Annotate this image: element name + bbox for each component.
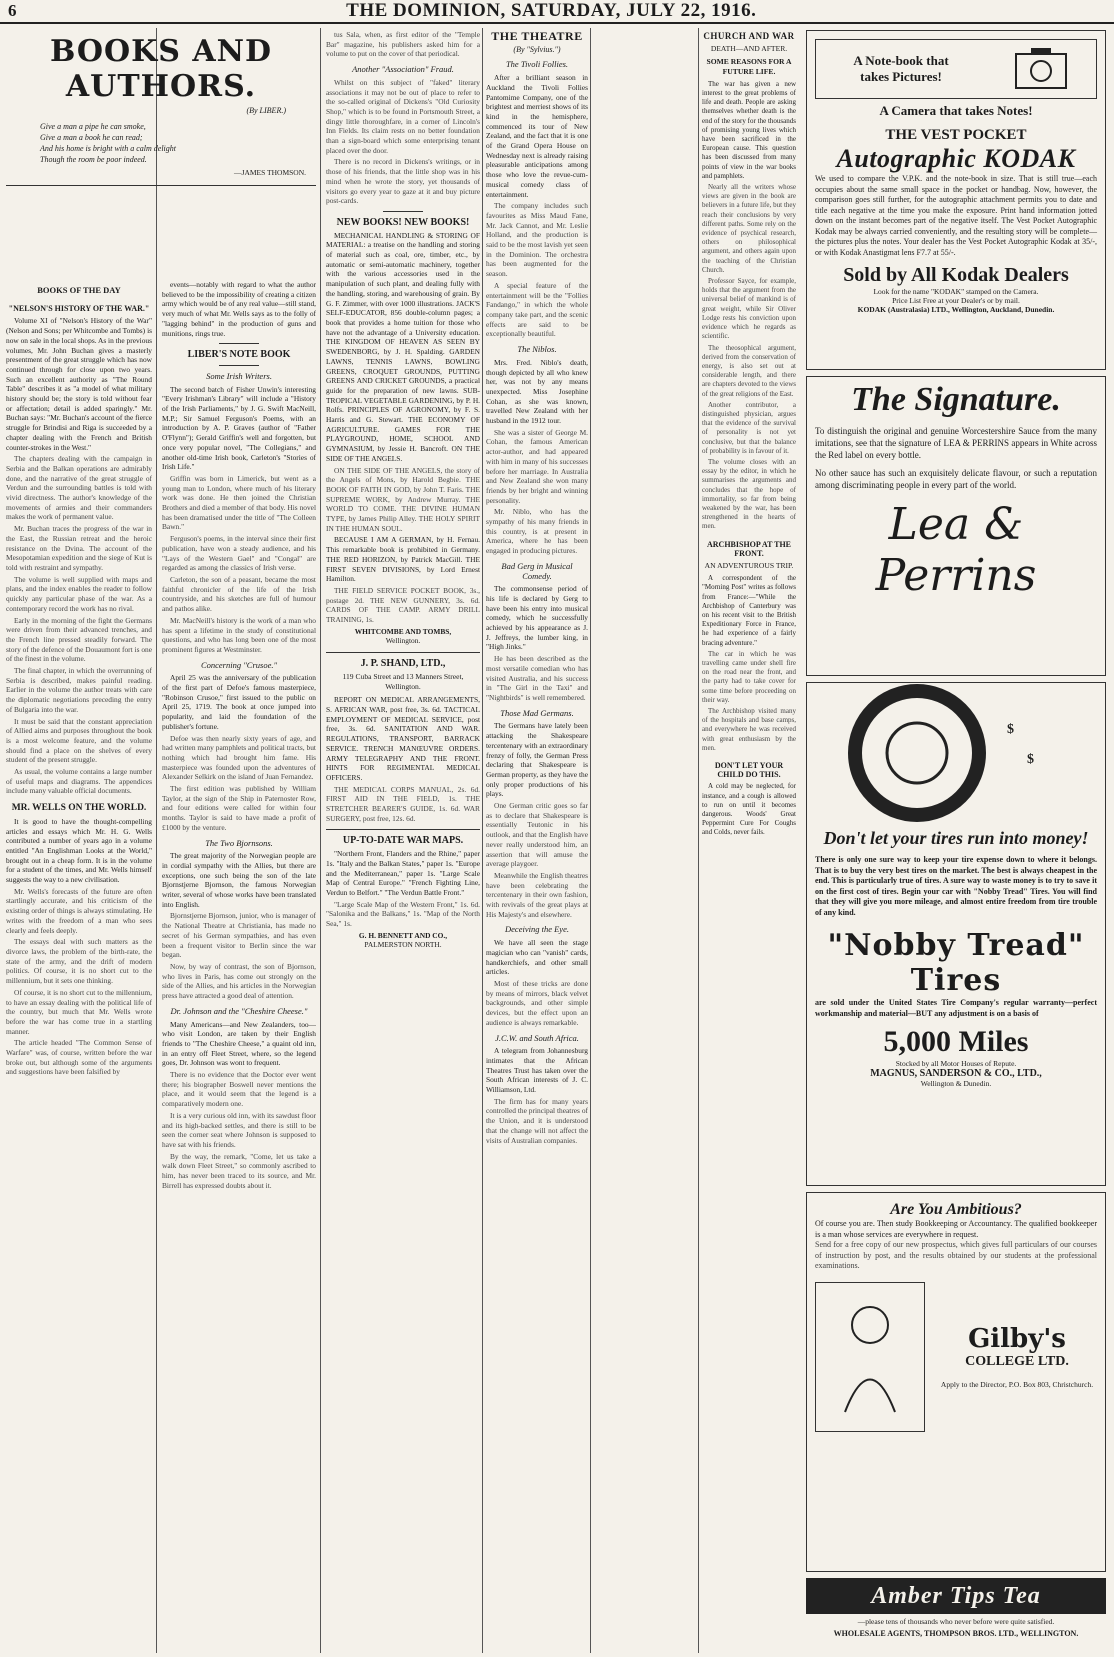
kodak-headline-2: A Camera that takes Notes! [879,103,1033,118]
tire-illustration [807,683,1105,823]
kodak-text: We used to compare the V.P.K. and the note-book in size. That is still true—each occupies about the same small space in the pocket or handbag. Now, however, the comparison goes still further, for the autographic attachment permits you to date and title each negative at the time you make the exposure. Print hand information jotted down on the instant becomes part of the negative itself. The Vest Pocket Autographic Kodak may be always carried conveniently, and the resulting story will be complete—the pictures plus the notes. Your dealer has the Vest Pocket Autographic Kodak at 35/-, or with Kodak Anastigmat lens F7.7 at 55/-. [815,174,1097,257]
signature-title: The Signature. [851,381,1061,418]
archbishop-text: A correspondent of the "Morning Post" writes as follows from France:—"While the Archbishop of Canterbury was on his recent visit to the British Expeditionary Force in France, he had experience of a fairly bracing adventure." [702,574,796,647]
kodak-headline-1: A Note-book that takes Pictures! [853,53,949,84]
lea-perrins-advert [806,376,1106,676]
shand-head: J. P. SHAND, LTD., [360,658,446,670]
gag-head: Bad Gerg in Musical Comedy. [501,560,573,581]
germans-head: Those Mad Germans. [500,707,574,718]
shand-address: 119 Cuba Street and 13 Manners Street, Wellington. [342,671,464,691]
crusoe-text: April 25 was the anniversary of the publication of the first part of Defoe's famous masterpiece, "Robinson Crusoe," first issued to the public on April 25, 1719. The book at once jumped into popularity, and laid the foundation of the publisher's fortune. [162,673,316,731]
johnson-text: Many Americans—and New Zealanders, too—who visit London, are taken by their English friends to "The Cheshire Cheese," a quaint old inn, in an entry off Fleet Street, where, so the legend goes, Dr. Johnson was wont to frequent. [162,1019,316,1068]
masthead [0,0,1114,24]
niblos-head: The Niblos. [517,344,557,355]
kodak-look: Look for the name "KODAK" stamped on the Camera. [873,287,1039,296]
nelson-history-head: "NELSON'S HISTORY OF THE WAR." [8,303,150,313]
wells-continued-text: events—notably with regard to what the author believed to be the impossibility of creating a citizen army which would be of any real value—still stand, very much of what Mr. Wells says as to the folly of "lagging behind" in the production of guns and munitions, rings true. [162,280,316,338]
gilbys-head: Are You Ambitious? [890,1201,1022,1218]
lea-perrins-text: To distinguish the original and genuine Worcestershire Sauce from the many imitations, see that the signature of LEA & PERRINS appears in White across the Red label on every bottle. [815,426,1097,460]
column-church-war: CHURCH AND WAR DEATH—AND AFTER. SOME REASONS FOR A FUTURE LIFE. The war has given a new interest to the great problems of life and death. People are asking themselves whether death is the end of the story for the thousands of promising young lives which have been sacrificed in the European cause. This question has been discussed from many points of view in the war books and pamphlets. Nearly all the writers whose views are given in the book are believers in a future life, but they reach their conclusions by very different paths. Some rely on the evidence of psychical research, others on philosophical argument, and others again upon the teaching of the Christian Church. Professor Sayce, for example, holds that the argument from the universal belief of mankind is of great weight, while Sir Oliver Lodge rests his conviction upon evidence which he regards as scientific. The theosophical argument, derived from the conservation of energy, is also set out at considerable length, and there are chapters devoted to the views of the great religions of the East. Another contributor, a distinguished physician, argues that the evidence of the survival of personality is not yet conclusive, but that the balance of probability is in favour of it. The volume closes with an essay by the editor, in which he summarises the arguments and concludes that the hope of immortality, so far from being weakened by the war, has been strengthened in the hearts of men. ARCHBISHOP AT THE FRONT. AN ADVENTUROUS TRIP. A correspondent of the "Morning Post" writes as follows from France:—"While the Archbishop of Canterbury was on his recent visit to the British Expeditionary Force in France, he had experience of a fairly bracing adventure." The car in which he was travelling came under shell fire on the road near the front, and the party had to take cover for some time before proceeding on their way. The Archbishop visited many of the hospitals and base camps, and everywhere he was received with great enthusiasm by the men. DON'T LET YOUR CHILD DO THIS. A cold may be neglected, for instance, and a cough is allowed to run on until it becomes dangerous. Woods' Great Peppermint Cure For Coughs and Colds, never fails. [702,31,796,837]
archbishop-sub: AN ADVENTUROUS TRIP. [704,560,794,570]
gilbys-apply: Apply to the Director, P.O. Box 803, Christchurch. [940,1380,1094,1389]
nobby-text-2: are sold under the United States Tire Company's regular warranty—perfect workmanship and material—BUT any adjustment is on a basis of [815,998,1097,1018]
wells-head: MR. WELLS ON THE WORLD. [11,803,147,814]
new-books-head: NEW BOOKS! NEW BOOKS! [336,216,470,228]
church-war-head: CHURCH AND WAR [703,31,795,41]
column-new-books: tus Sala, when, as first editor of the "Temple Bar" magazine, his publishers asked him for a volume to put on the cover of that periodical. Another "Association" Fraud. Whilst on this subject of "faked" literary associations it may not be out of place to refer to the so-called original of Dickens's "Old Curiosity Shop," which is to be found in Portsmouth Street, a dingy little thoroughfare, in a corner of Lincoln's Inn Fields. Its claim rests on no better foundation than a sign-board which some enterprising tenant placed over the door. There is no record in Dickens's writings, or in those of his friends, that the little shop was in his mind when he wrote the story, yet thousands of visitors go every year to gaze at it and buy picture post-cards. NEW BOOKS! NEW BOOKS! MECHANICAL HANDLING & STORING OF MATERIAL: a treatise on the handling and storing of material such as coal, ore, timber, etc., by automatic or semi-automatic machinery, together with the various accessories used in the manipulation of such plant, and dealing fully with the handling, storing, and warehousing of grain. By G. F. Zimmer, with over 1000 illustrations. JACK'S SELF-EDUCATOR, 856 double-column pages; a book that provides a home tuition for those who have not the advantage of a University education. THE KINGDOM OF HEAVEN AS SEEN BY SWEDENBORG, by J. H. Spalding. GARDEN LAWNS, TENNIS LAWNS, BOWLING GREENS, CROQUET GROUNDS, PUTTING GREENS AND CRICKET GROUNDS, a practical guide for the preparation of new lawns. SUB-TROPICAL VEGETABLE GARDENING, by P. H. Rolfs. PRINCIPLES OF AGRONOMY, by F. S. Harris and G. Stewart. THE ECONOMY OF AGRICULTURE. GAMES FOR THE PLAYGROUND, HOME, SCHOOL AND GYMNASIUM, by Jessie H. Bancroft. ON THE SIDE OF THE ANGELS. ON THE SIDE OF THE ANGELS, the story of the Angels of Mons, by Harold Begbie. THE BOOK OF FAITH IN GOD, by John T. Faris. THE SUPREME WORK, by Andrew Murray. THE WORLD TO COME. THE DIVINE HUMAN TYPE, by James Philip Alley. THE HOLY SPIRIT IN THE HUMAN SOUL. BECAUSE I AM A GERMAN, by H. Fernau. This remarkable book is prohibited in Germany. THE RED HORIZON, by Patrick MacGill. THE FIRST SEVEN DIVISIONS, by Lord Ernest Hamilton. THE FIELD SERVICE POCKET BOOK, 3s., postage 2d. THE NEW GUNNERY, 3s. 6d. CARDS OF THE CAMP. ARMY DRILL TRAINING, 1s. WHITCOMBE AND TOMBS, Wellington. J. P. SHAND, LTD., 119 Cuba Street and 13 Manners Street, Wellington. REPORT ON MEDICAL ARRANGEMENTS, S. AFRICAN WAR, post free, 3s. 6d. TACTICAL EMPLOYMENT OF MEDICAL SERVICE, post free, 3s. 6d. SANITATION AND WAR. REGULATIONS, TRANSPORT, BARRACK SERVICE. TRENCH MANŒUVRE ORDERS. ARMY TELEGRAPHY AND THE FRONT. HINTS FOR REGIMENTAL MEDICAL OFFICERS. THE MEDICAL CORPS MANUAL, 2s. 6d. FIRST AID IN THE FIELD, 1s. THE STRETCHER BEARER'S GUIDE, 1s. 6d. WAR SURGERY, post free, 12s. 6d. UP-TO-DATE WAR MAPS. "Northern Front, Flanders and the Rhine," paper 1s. "Italy and the Balkan States," paper 1s. "Europe and the Mediterranean," paper 1s. "Large Scale Map of Central Europe." "French Fighting Line, Verdun to Belfort." "The Verdun Battle Front." "Large Scale Map of the Western Front," 1s. 6d. "Salonika and the Balkans," 1s. "Map of the North Sea," 1s. G. H. BENNETT AND CO., PALMERSTON NORTH. [326,30,480,950]
svg-text:$: $ [1007,722,1014,737]
kodak-vest-pocket: THE VEST POCKET [885,127,1027,143]
deceiving-head: Deceiving the Eye. [505,924,569,935]
books-title: BOOKS AND AUTHORS. [49,34,273,104]
war-maps-head: UP-TO-DATE WAR MAPS. [342,835,464,847]
column-theatre: THE THEATRE (By "Sylvius.") The Tivoli Follies. After a brilliant season in Auckland the Tivoli Follies Pantomime Company, one of the brightest and merriest shows of its kind in the hemisphere, commenced its tour of New Zealand, and the fact that it is one of the Grand Opera House on Wednesday next is already raising pleasurable anticipations among those who love the revue-cum-musical comedy class of entertainment. The company includes such favourites as Miss Maud Fane, Mr. Jack Cannot, and Mr. Leslie Holland, and the production is said to be the most lavish yet seen in the Dominion. The orchestra has been augmented for the season. A special feature of the entertainment will be the "Follies Fandango," in which the whole company take part, and the scenic effects are said to be exceptionally beautiful. The Niblos. Mrs. Fred. Niblo's death, though depicted by all who knew her, was not by any means unexpected. Miss Josephine Cohan, as she was known, travelled New Zealand with her husband in the 1912 tour. She was a sister of George M. Cohan, the famous American actor-author, and had appeared with him in many of his successes before her marriage. In Australia and New Zealand she won many friends by her bright and winning personality. Mr. Niblo, who has the sympathy of his many friends in this country, is at present in America, where he has been engaged in producing pictures. Bad Gerg in Musical Comedy. The commonsense period of his life is declared by Gerg to have been his entry into musical comedy, which he successfully achieved by his appearance as J. J. Jeffreys, the lumber king, in "High Jinks." He has been described as the most versatile comedian who has visited Australia, and his success in "The Girl in the Taxi" and "Nightbirds" is well remembered. Those Mad Germans. The Germans have lately been attacking the Shakespeare tercentenary with an extraordinary frenzy of folly, the German Press declaring that Shakespeare is German property, as they have the only proper productions of his plays. One German critic goes so far as to declare that Shakespeare is essentially Teutonic in his outlook, and that the English have never really understood him, an assertion that will amuse the average playgoer. Meanwhile the English theatres have been celebrating the tercentenary in their own fashion, with revivals of the great plays at His Majesty's and elsewhere. Deceiving the Eye. We have all seen the stage magician who can "vanish" cards, handkerchiefs, and other small articles. Most of these tricks are done by means of mirrors, black velvet backgrounds, and other simple devices, but the effect upon an audience is always remarkable. J.C.W. and South Africa. A telegram from Johannesburg intimates that the African Theatres Trust has taken over the South African interests of J. C. Williamson, Ltd. The firm has for many years controlled the principal theatres of the Union, and it is understood that the change will not affect the visits of Australian companies. [486,30,588,1145]
poem-attribution: —JAMES THOMSON. [234,168,306,177]
portrait-icon [840,1297,900,1417]
cold-text: A cold may be neglected, for instance, and a cough is allowed to run on until it becomes dangerous. Woods' Great Peppermint Cure For Coughs and Colds, never fails. [702,782,796,837]
bjornsons-text: The great majority of the Norwegian people are in cordial sympathy with the Allies, but there are exceptions, one such being the son of the late Bjornstjerne Bjornson, the famous Norwegian writer, several of whose works have been translated into English. [162,851,316,909]
church-war-sub: DEATH—AND AFTER. [710,44,788,54]
bennett-name: G. H. BENNETT AND CO., [358,930,448,940]
newspaper-title: THE DOMINION, SATURDAY, JULY 22, 1916. [346,0,757,21]
nobby-text: There is only one sure way to keep your tire expense down to where it belongs. That is to buy the very best tires on the market. The best is always cheapest in the end. This is particularly true of tires. A sure way to waste money is to try to save it on the first cost of tires. Begin your car with "Nobby Tread" Tires. You will find that they will give you more mileage, and almost entire freedom from tire trouble of any kind. [815,855,1097,917]
tivoli-text: After a brilliant season in Auckland the Tivoli Follies Pantomime Company, one of the brightest and merriest shows of its kind in the hemisphere, commenced its tour of New Zealand, and the fact that it is one of the Grand Opera House on Wednesday next is already raising pleasurable anticipations among those who love the revue-cum-musical comedy class of entertainment. [486,73,588,199]
nobby-miles: 5,000 Miles [883,1025,1029,1058]
irish-writers-head: Some Irish Writers. [206,370,272,381]
theatre-head: THE THEATRE [491,30,583,43]
kodak-advert [806,30,1106,370]
column-books-of-the-day: BOOKS OF THE DAY "NELSON'S HISTORY OF THE WAR." Volume XI of "Nelson's History of the War" (Nelson and Sons; per Whitcombe and Tombs) is now on sale in the local shops. As in the previous volumes, Mr. John Buchan gives a masterly presentment of the great struggle which has now continued through for close upon two years. Such an excellent authority as "The Round Table" describes it as "a model of what military history should be; the story is told without fear or affectation; detail is added sparingly." Mr. Buchan says: "Mr. Buchan's account of the fierce struggle for Brindisi and Riga is succeeded by a chapter dealing with the French and British counter-strokes in the West." The chapters dealing with the campaign in Serbia and the Balkan operations are admirably done, and the narrative of the great struggle of Verdun and the surrounding battles is told with vivid directness. The author's knowledge of the movements of armies and their commanders makes the work of permanent value. Mr. Buchan traces the progress of the war in the East, the Russian retreat and the heroic resistance on the Dvina. The account of the Mesopotamian expedition and the siege of Kut is told with restraint and sympathy. The volume is well supplied with maps and plans, and the index enables the reader to follow quickly any particular phase of the war. As a contemporary record the work has no rival. Early in the morning of the fight the Germans were driven from their advanced trenches, and the French line pressed steadily forward. The story of the defence of the Douaumont fort is one of the finest in the volume. The final chapter, in which the overrunning of Serbia is described, makes painful reading. Earlier in the volume the author treats with care the diplomatic negotiations preceding the entry of Bulgaria into the war. It must be said that the constant appreciation of Allied aims and purposes throughout the book is a most welcome feature, and the volume should find a place on the shelves of every student of the present struggle. As usual, the volume contains a large number of useful maps and diagrams. The appendices include many valuable official documents. MR. WELLS ON THE WORLD. It is good to have the thought-compelling articles and essays which Mr. H. G. Wells contributed a number of years ago in a volume entitled "An Englishman Looks at the World," brought out in a cheap form. It is in the volume for a student of the times, and Mr. Wells himself suggests the way to a new civilisation. Mr. Wells's forecasts of the future are often startlingly accurate, and his criticism of the existing order of things is always stimulating. He writes with the freedom of a man who sees clearly and feels deeply. The essays deal with such matters as the divorce laws, the problem of the birth-rate, the state of the army, and the drift of modern politics. Of course, it is no short cut to the millennium, but it sets one thinking. Of course, it is no short cut to the millennium, to have an essay dealing with the political life of the country, but much that Mr. Wells wrote before the war has come true in a startling manner. The article headed "The Common Sense of Warfare" was, of course, written before the war broke out, but although some of the arguments and suggestions have been falsified by [6,285,152,1077]
johnson-head: Dr. Johnson and the "Cheshire Cheese." [170,1005,308,1016]
wells-text: It is good to have the thought-compelling articles and essays which Mr. H. G. Wells contributed a number of years ago in a volume entitled "An Englishman Looks at the World," brought out in a cheap form. It is in the volume for a student of the times, and Mr. Wells himself suggests the way to a new civilisation. [6,816,152,885]
kodak-company: KODAK (Australasia) LTD., Wellington, Auckland, Dunedin. [857,305,1055,314]
new-books-text: MECHANICAL HANDLING & STORING OF MATERIAL: a treatise on the handling and storing of material such as coal, ore, timber, etc., by automatic or semi-automatic machinery, together with the various accessories used in the manipulation of such plant, and dealing fully with the handling, storing, and warehousing of grain. By G. F. Zimmer, with over 1000 illustrations. JACK'S SELF-EDUCATOR, 856 double-column pages; a book that provides a home tuition for those who have not the advantage of a University education. THE KINGDOM OF HEAVEN AS SEEN BY SWEDENBORG, by J. H. Spalding. GARDEN LAWNS, TENNIS LAWNS, BOWLING GREENS, CROQUET GROUNDS, PUTTING GREENS AND CRICKET GROUNDS, a practical guide for the preparation of new lawns. SUB-TROPICAL VEGETABLE GARDENING, by P. H. Rolfs. PRINCIPLES OF AGRONOMY, by F. S. Harris and G. Stewart. THE ECONOMY OF AGRICULTURE. GAMES FOR THE PLAYGROUND, HOME, SCHOOL AND GYMNASIUM, by Jessie H. Bancroft. ON THE SIDE OF THE ANGELS. [326,230,480,463]
jcw-head: J.C.W. and South Africa. [495,1032,579,1043]
liber-note-book-head: LIBER'S NOTE BOOK [187,349,291,361]
books-byline: (By LIBER.) [246,106,286,115]
theatre-byline: (By "Sylvius.") [513,44,561,54]
gilbys-sub: COLLEGE LTD. [965,1354,1069,1369]
archbishop-head: ARCHBISHOP AT THE FRONT. [706,539,792,558]
amber-tips-advert [806,1578,1106,1652]
amber-tag: —please tens of thousands who never before were quite satisfied. [857,1617,1055,1626]
nobby-wholesale: MAGNUS, SANDERSON & CO., LTD., [870,1068,1042,1079]
tivoli-head: The Tivoli Follies. [505,59,569,70]
amber-agents: WHOLESALE AGENTS, THOMPSON BROS. LTD., WELLINGTON. [833,1629,1079,1638]
gilbys-advert: Are You Ambitious? Of course you are. Then study Bookkeeping or Accountancy. The qualified bookkeeper is a man whose services are everywhere in request. Send for a free copy of our new prospectus, which gives full particulars of our courses of instruction by post, and the results obtained by our students at the professional examinations. Gilby's COLLEGE LTD. Apply to the Director, P.O. Box 803, Christchurch. [806,1192,1106,1572]
nobby-wholesale-place: Wellington & Dunedin. [920,1079,992,1088]
column-liber-note-book: events—notably with regard to what the author believed to be the impossibility of creating a citizen army which would be of any real value—still stand, very much of what Mr. Wells says as to the folly of "lagging behind" in the production of guns and munitions, rings true. LIBER'S NOTE BOOK Some Irish Writers. The second batch of Fisher Unwin's interesting "Every Irishman's Library" will include a "History of the Irish Parliaments," by J. G. Swift MacNeill, M.P.; Sir Samuel Ferguson's Poems, with an introduction by A. P. Graves (author of "Father O'Flynn"); Gerald Griffin's well and forgotten, but once very popular novel, "The Collegians," and another old-time Irish book, Carleton's "Stories of Irish Life." Griffin was born in Limerick, but went as a young man to London, where much of his literary work was done. He then joined the Christian Brothers and died a member of that body. His novel has been dramatised under the title of "The Colleen Bawn." Ferguson's poems, in the interval since their first publication, have won a steady audience, and his "Lays of the Western Gael" and "Congal" are regarded as among the classics of Irish verse. Carleton, the son of a peasant, became the most faithful chronicler of the life of the Irish countryside, and his sketches are full of humour and pathos alike. Mr. MacNeill's history is the work of a man who has spent a lifetime in the study of constitutional questions, and who has long been one of the most prominent figures at Westminster. Concerning "Crusoe." April 25 was the anniversary of the publication of the first part of Defoe's famous masterpiece, "Robinson Crusoe," first issued to the public on April 25, 1719. The book at once jumped into popularity, and laid the foundation of the publisher's fortune. Defoe was then nearly sixty years of age, and had written many pamphlets and political tracts, but nothing which had brought him fame. His masterpiece was founded upon the adventures of Alexander Selkirk on the island of Juan Fernandez. The first edition was published by William Taylor, at the sign of the Ship in Paternoster Row, and four editions were called for within four months. Taylor is said to have made a profit of £1000 by the venture. The Two Bjornsons. The great majority of the Norwegian people are in cordial sympathy with the Allies, but there are exceptions, one such being the son of the late Bjornstjerne Bjornson, the famous Norwegian writer, several of whose works have been translated into English. Bjornstjerne Bjornson, junior, who is manager of the National Theatre at Christiania, has made no secret of his German sympathies, and has even been a frequent visitor to Berlin since the war began. Now, by way of contrast, the son of Bjornson, who lives in Paris, has come out strongly on the side of the Allies, and his articles in the Norwegian press have attracted a good deal of attention. Dr. Johnson and the "Cheshire Cheese." Many Americans—and New Zealanders, too—who visit London, are taken by their English friends to "The Cheshire Cheese," a quaint old inn, in an entry off Fleet Street, where, so the legend goes, Dr. Johnson was wont to frequent. There is no evidence that the Doctor ever went there; his biographer Boswell never mentions the place, and it would seem that the legend is a comparatively modern one. It is a very curious old inn, with its sawdust floor and its high-backed settles, and there is still to be seen the corner seat where Johnson is supposed to have sat with his friends. By the way, the remark, "Come, let us take a walk down Fleet Street," so commonly ascribed to him, has never been traced to its source, and Mr. Birrell has expressed doubts about it. [162,280,316,1190]
nobby-brand: "Nobby Tread" Tires [827,928,1085,998]
bjornsons-head: The Two Bjornsons. [205,837,273,848]
bennett-place: PALMERSTON NORTH. [364,940,442,950]
whitcombe-place: Wellington. [385,636,421,646]
jcw-text: A telegram from Johannesburg intimates that the African Theatres Trust has taken over the South African interests of J. C. Williamson, Ltd. [486,1046,588,1095]
amber-title: Amber Tips Tea [871,1582,1041,1609]
nobby-headline: Don't let your tires run into money! [823,828,1089,848]
lea-perrins-signature: Lea & Perrins [875,499,1037,601]
gilbys-name: Gilby's [968,1324,1066,1354]
german-book-text: BECAUSE I AM A GERMAN, by H. Fernau. This remarkable book is prohibited in Germany. THE RED HORIZON, by Patrick MacGill. THE FIRST SEVEN DIVISIONS, by Lord Ernest Hamilton. [326,535,480,584]
kodak-brand: Autographic KODAK [836,144,1076,173]
whitcombe-name: WHITCOMBE AND TOMBS, [354,626,452,636]
svg-text:$: $ [1027,752,1034,767]
kodak-sold: Sold by All Kodak Dealers [843,264,1069,286]
lea-perrins-text-2: No other sauce has such an exquisitely delicate flavour, or such a reputation among discriminating people in every part of the world. [815,468,1097,490]
war-maps-text: "Northern Front, Flanders and the Rhine," paper 1s. "Italy and the Balkan States," paper 1s. "Europe and the Mediterranean," paper 1s. "Large Scale Map of Central Europe." "French Fighting Line, Verdun to Belfort." "The Verdun Battle Front." [326,849,480,897]
nobby-tread-advert [806,682,1106,1186]
nelson-history-text: Volume XI of "Nelson's History of the War" (Nelson and Sons; per Whitcombe and Tombs) is now on sale in the local shops. As in the previous volumes, Mr. John Buchan gives a masterly presentment of the great struggle which has now continued through for close upon two years. Such an excellent authority as "The Round Table" describes it as "a model of what military history should be; the story is told without fear or affectation; detail is added sparingly." Mr. Buchan says: "Mr. Buchan's account of the fierce struggle for Brindisi and Riga is succeeded by a chapter dealing with the French and British counter-strokes in the West." [6,316,152,452]
books-of-day-head: BOOKS OF THE DAY [37,285,121,295]
irish-writers-text: The second batch of Fisher Unwin's interesting "Every Irishman's Library" will include a "History of the Irish Parliaments," by J. G. Swift MacNeill, M.P.; Sir Samuel Ferguson's Poems, with an introduction by A. P. Graves (author of "Father O'Flynn"); Gerald Griffin's well and forgotten, but once very popular novel, "The Collegians," and another old-time Irish book, Carleton's "Stories of Irish Life." [162,384,316,472]
gilbys-text: Of course you are. Then study Bookkeeping or Accountancy. The qualified bookkeeper is a man whose services are everywhere in request. [815,1219,1097,1239]
shand-text: REPORT ON MEDICAL ARRANGEMENTS, S. AFRICAN WAR, post free, 3s. 6d. TACTICAL EMPLOYMENT OF MEDICAL SERVICE, post free, 3s. 6d. SANITATION AND WAR. REGULATIONS, TRANSPORT, BARRACK SERVICE. TRENCH MANŒUVRE ORDERS. ARMY TELEGRAPHY AND THE FRONT. HINTS FOR REGIMENTAL MEDICAL OFFICERS. [326,695,480,782]
niblos-text: Mrs. Fred. Niblo's death, though depicted by all who knew her, was not by any means unexpected. Miss Josephine Cohan, as she was known, travelled New Zealand with her husband in the 1912 tour. [486,357,588,426]
gag-text: The commonsense period of his life is declared by Gerg to have been his entry into musical comedy, which he successfully achieved by his appearance as J. J. Jeffreys, the lumber king, in "High Jinks." [486,584,588,652]
deceiving-text: We have all seen the stage magician who can "vanish" cards, handkerchiefs, and other small articles. [486,938,588,977]
church-war-art-head: SOME REASONS FOR A FUTURE LIFE. [706,57,792,76]
books-poem: Give a man a pipe he can smoke, Give a man a book he can read; And his home is bright with a calm delight Though the room be poor indeed. [40,122,176,164]
crusoe-head: Concerning "Crusoe." [200,659,278,670]
books-header [6,30,316,274]
cold-head: DON'T LET YOUR CHILD DO THIS. [714,761,784,780]
camera-icon [1011,44,1071,94]
germans-text: The Germans have lately been attacking the Shakespeare tercentenary with an extraordinary frenzy of folly, the German Press declaring that Shakespeare is German property, as they have the only proper productions of his plays. [486,721,588,799]
page-number: 6 [8,1,17,20]
kodak-price-list: Price List Free at your Dealer's or by mail. [892,296,1020,305]
nobby-stocked: Stocked by all Motor Houses of Repute. [895,1059,1017,1068]
church-war-text: The war has given a new interest to the great problems of life and death. People are asking themselves whether death is the end of the story for the thousands of promising young lives which have been sacrificed in the European cause. This question has been discussed from many points of view in the war books and pamphlets. [702,79,796,180]
